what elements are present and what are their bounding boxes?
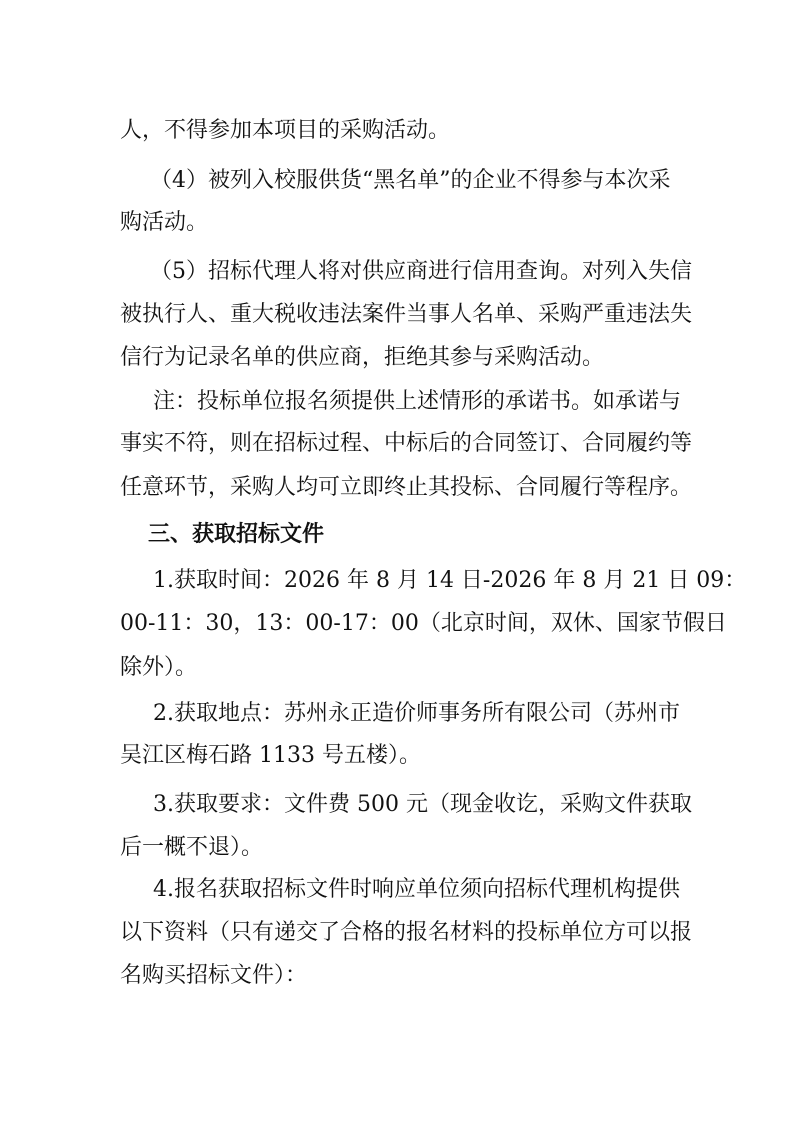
text-line: 4.报名获取招标文件时响应单位须向招标代理机构提供 xyxy=(153,877,680,902)
text-line: 信行为记录名单的供应商，拒绝其参与采购活动。 xyxy=(120,345,605,370)
text-line: 人，不得参加本项目的采购活动。 xyxy=(120,118,451,143)
text-line: 以下资料（只有递交了合格的报名材料的投标单位方可以报 xyxy=(120,920,693,945)
section-heading: 三、获取招标文件 xyxy=(148,522,325,547)
text-line: 3.获取要求：文件费 500 元（现金收讫，采购文件获取 xyxy=(153,792,692,817)
text-line: 后一概不退）。 xyxy=(120,835,264,860)
text-line: （5）招标代理人将对供应商进行信用查询。对列入失信 xyxy=(150,259,692,284)
text-line: 2.获取地点：苏州永正造价师事务所有限公司（苏州市 xyxy=(153,701,680,726)
text-line: 吴江区梅石路 1133 号五楼）。 xyxy=(120,743,421,768)
text-line: 1.获取时间：2026 年 8 月 14 日-2026 年 8 月 21 日 09： xyxy=(153,568,747,593)
text-line: （4）被列入校服供货“黑名单”的企业不得参与本次采 xyxy=(150,168,671,193)
text-line: 00-11：30，13：00-17：00（北京时间，双休、国家节假日 xyxy=(120,611,727,636)
text-line: 注：投标单位报名须提供上述情形的承诺书。如承诺与 xyxy=(153,389,682,414)
text-line: 购活动。 xyxy=(120,210,209,235)
text-line: 事实不符，则在招标过程、中标后的合同签订、合同履约等 xyxy=(120,431,693,456)
text-line: 除外）。 xyxy=(120,655,198,680)
text-line: 名购买招标文件）： xyxy=(120,963,308,988)
text-line: 任意环节，采购人均可立即终止其投标、合同履行等程序。 xyxy=(120,475,693,500)
text-line: 被执行人、重大税收违法案件当事人名单、采购严重违法失 xyxy=(120,302,693,327)
